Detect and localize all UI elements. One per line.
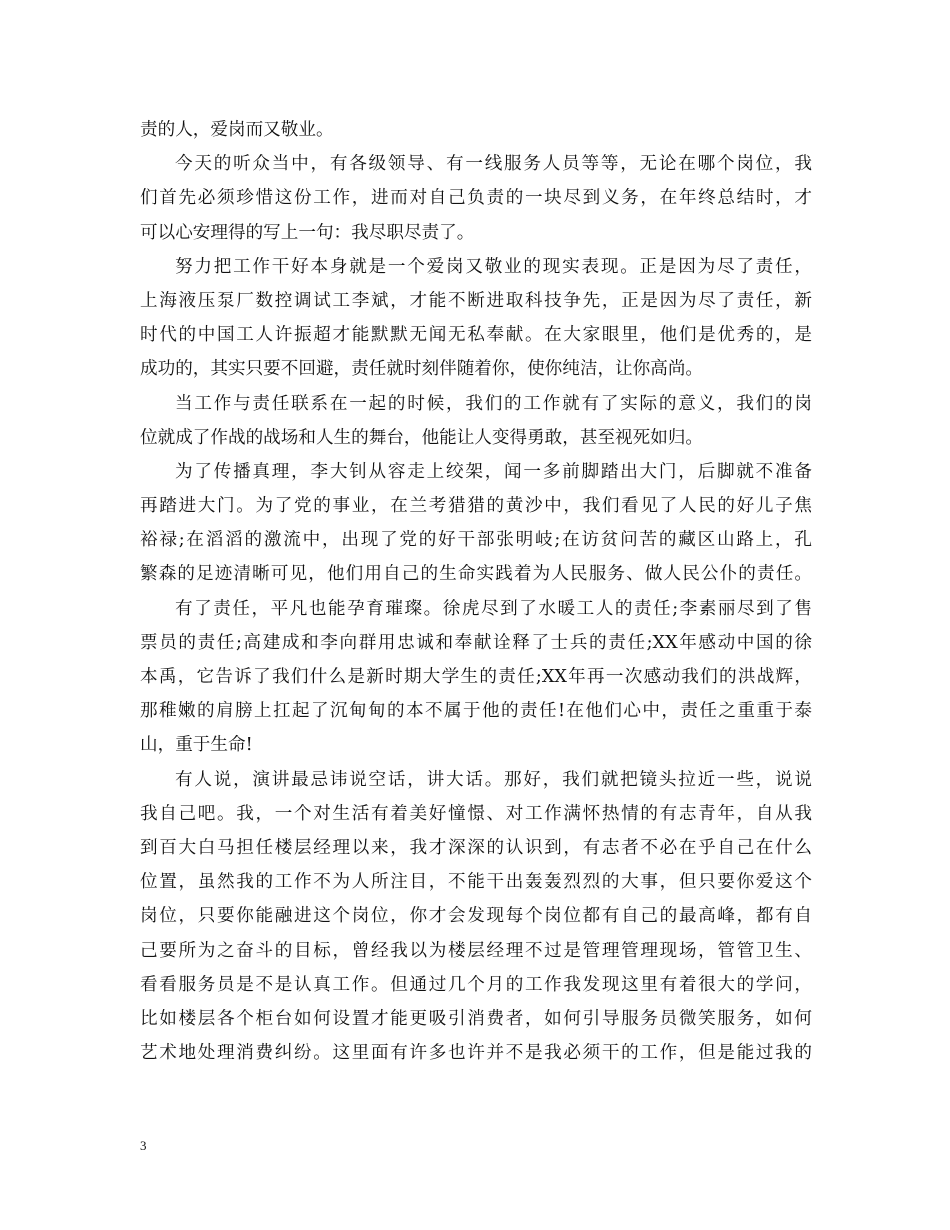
text-line: 努力把工作干好本身就是一个爱岗又敬业的现实表现。正是因为尽了责任， [175, 256, 812, 277]
text-line: 山，重于生命! [140, 735, 253, 756]
text-line: 今天的听众当中，有各级领导、有一线服务人员等等，无论在哪个岗位，我 [175, 154, 812, 175]
text-line: 时代的中国工人许振超才能默默无闻无私奉献。在大家眼里，他们是优秀的，是 [140, 325, 812, 346]
text-line: 为了传播真理，李大钊从容走上绞架，闻一多前脚踏出大门，后脚就不准备 [175, 461, 812, 482]
text-line: 当工作与责任联系在一起的时候，我们的工作就有了实际的意义，我们的岗 [175, 393, 812, 414]
text-line: 本禹，它告诉了我们什么是新时期大学生的责任;XX年再一次感动我们的洪战辉， [140, 667, 812, 687]
text-line: 裕禄;在滔滔的激流中，出现了党的好干部张明岐;在访贫问苦的藏区山路上，孔 [140, 530, 812, 551]
text-line: 有人说，演讲最忌讳说空话，讲大话。那好，我们就把镜头拉近一些，说说 [175, 769, 812, 790]
text-line: 艺术地处理消费纠纷。这里面有许多也许并不是我必须干的工作，但是能过我的 [140, 1043, 812, 1064]
text-line: 责的人，爱岗而又敬业。 [140, 120, 334, 140]
text-line: 上海液压泵厂数控调试工李斌，才能不断进取科技争先，正是因为尽了责任，新 [140, 290, 812, 311]
body-text [140, 113, 812, 1070]
text-line: 己要所为之奋斗的目标，曾经我以为楼层经理不过是管理管理现场，管管卫生、 [140, 940, 812, 961]
text-line: 们首先必须珍惜这份工作，进而对自己负责的一块尽到义务，在年终总结时，才 [140, 188, 812, 209]
text-line: 位置，虽然我的工作不为人所注目，不能干出轰轰烈烈的大事，但只要你爱这个 [140, 872, 812, 893]
text-line: 岗位，只要你能融进这个岗位，你才会发现每个岗位都有自己的最高峰，都有自 [140, 906, 812, 927]
text-line: 位就成了作战的战场和人生的舞台，他能让人变得勇敢，甚至视死如归。 [140, 427, 704, 448]
text-line: 比如楼层各个柜台如何设置才能更吸引消费者，如何引导服务员微笑服务，如何 [140, 1008, 812, 1029]
text-line: 看看服务员是不是认真工作。但通过几个月的工作我发现这里有着很大的学问， [140, 974, 812, 995]
text-line: 可以心安理得的写上一句：我尽职尽责了。 [140, 222, 475, 243]
text-line: 有了责任，平凡也能孕育璀璨。徐虎尽到了水暖工人的责任;李素丽尽到了售 [175, 598, 812, 619]
text-line: 到百大白马担任楼层经理以来，我才深深的认识到，有志者不必在乎自己在什么 [140, 837, 812, 858]
text-line: 票员的责任;高建成和李向群用忠诚和奉献诠释了士兵的责任;XX年感动中国的徐 [140, 632, 812, 653]
text-line: 成功的，其实只要不回避，责任就时刻伴随着你，使你纯洁，让你高尚。 [140, 359, 704, 380]
text-line: 再踏进大门。为了党的事业，在兰考猎猎的黄沙中，我们看见了人民的好儿子焦 [140, 496, 812, 517]
text-line: 那稚嫩的肩膀上扛起了沉甸甸的本不属于他的责任!在他们心中，责任之重重于泰 [140, 701, 812, 722]
text-line: 繁森的足迹清晰可见，他们用自己的生命实践着为人民服务、做人民公仆的责任。 [140, 564, 812, 585]
page-number: 3 [140, 1138, 147, 1153]
text-line: 我自己吧。我，一个对生活有着美好憧憬、对工作满怀热情的有志青年，自从我 [140, 803, 812, 824]
